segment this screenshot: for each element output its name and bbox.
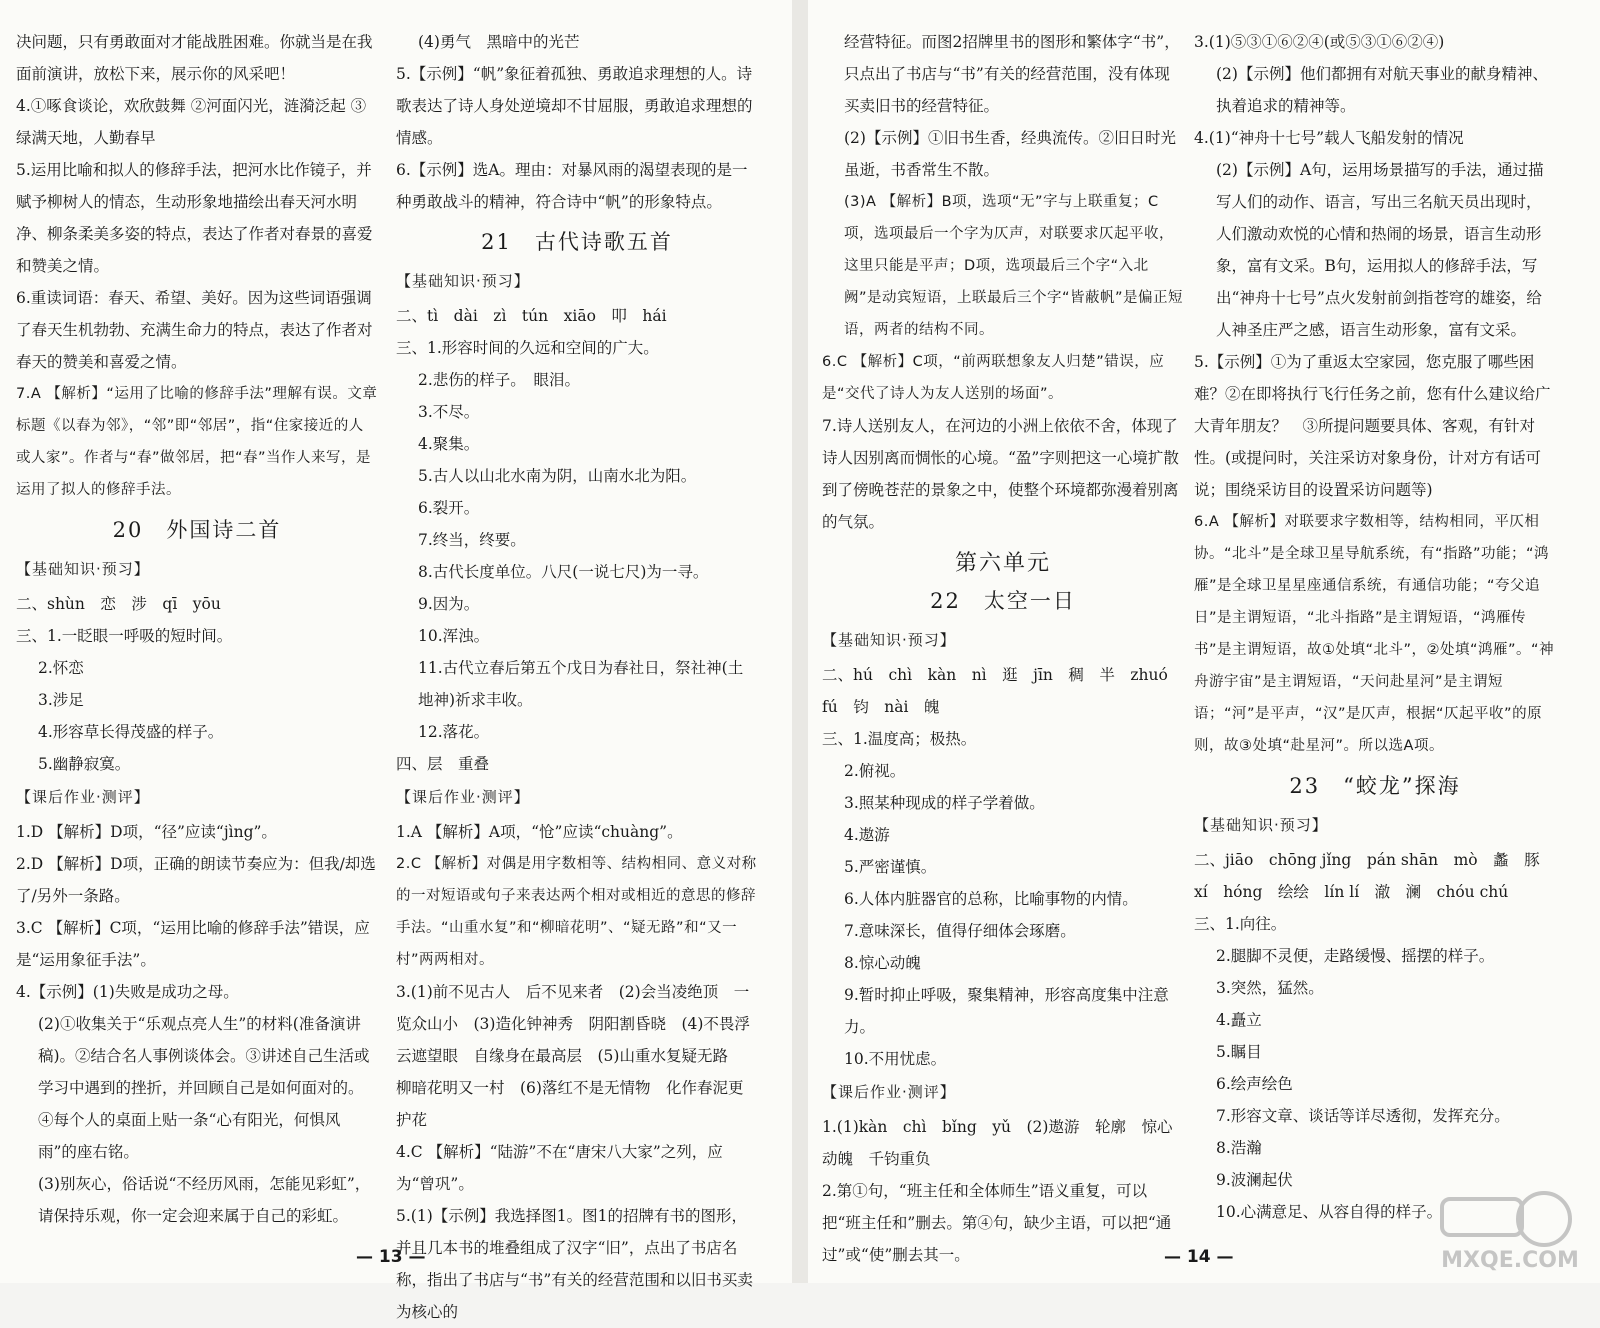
answer-paragraph: 三、1.一眨眼一呼吸的短时间。 xyxy=(16,627,233,645)
left-page xyxy=(0,0,792,1321)
answer-paragraph: 4.聚集。 xyxy=(418,435,480,453)
answer-paragraph: 2.怀恋 xyxy=(38,659,84,677)
answer-paragraph: 4.遨游 xyxy=(844,826,890,844)
svg-text:MXQE.COM: MXQE.COM xyxy=(1441,1248,1579,1273)
answer-paragraph: 5.【示例】“帆”象征着孤独、勇敢追求理想的人。诗歌表达了诗人身处逆境却不甘屈服，勇敢追求理想的情感。 xyxy=(396,65,753,147)
answer-paragraph: 三、1.温度高；极热。 xyxy=(822,730,977,748)
answer-paragraph: 4.【示例】(1)失败是成功之母。 xyxy=(16,983,239,1001)
answer-paragraph: 3.照某种现成的样子学着做。 xyxy=(844,794,1045,812)
answer-paragraph: 10.心满意足、从容自得的样子。 xyxy=(1216,1203,1443,1221)
answer-paragraph: 三、1.向往。 xyxy=(1194,915,1287,933)
answer-paragraph: 6.裂开。 xyxy=(418,499,480,517)
answer-paragraph: 4.形容草长得茂盛的样子。 xyxy=(38,723,224,741)
answer-paragraph: 2.C 【解析】对偶是用字数相等、结构相同、意义对称的一对短语或句子来表达两个相对或相近的意思的修辞手法。“山重水复”和“柳暗花明”、“疑无路”和“又一村”两两相对。 xyxy=(396,856,757,968)
answer-paragraph: 5.运用比喻和拟人的修辞手法，把河水比作镜子，并赋予柳树人的情态，生动形象地描绘出春天河水明净、柳条柔美多姿的特点，表达了作者对春景的喜爱和赞美之情。 xyxy=(16,161,373,275)
answer-paragraph: (2)【示例】他们都拥有对航天事业的献身精神、执着追求的精神等。 xyxy=(1216,65,1548,115)
answer-paragraph: 11.古代立春后第五个戊日为春社日，祭社神(土地神)祈求丰收。 xyxy=(418,659,744,709)
watermark-logo xyxy=(1424,1185,1594,1277)
answer-paragraph: 6.重读词语：春天、希望、美好。因为这些词语强调了春天生机勃勃、充满生命力的特点，表达了作者对春天的赞美和喜爱之情。 xyxy=(16,289,373,371)
answer-paragraph: 三、1.形容时间的久远和空间的广大。 xyxy=(396,339,659,357)
answer-paragraph: 3.(1)前不见古人 后不见来者 (2)会当凌绝顶 一览众山小 (3)造化钟神秀 阴阳割昏晓 (4)不畏浮云遮望眼 自缘身在最高层 (5)山重水复疑无路 柳暗花明又一村 (6)落红不是无情物 化作春泥更护花 xyxy=(396,983,750,1129)
answer-paragraph: (4)勇气 黑暗中的光芒 xyxy=(418,33,580,51)
answer-paragraph: 4.①啄食谈论，欢欣鼓舞 ②河面闪光，涟漪泛起 ③绿满天地，人勤春早 xyxy=(16,97,367,147)
answer-paragraph: 3.突然，猛然。 xyxy=(1216,979,1324,997)
section-heading: 【基础知识·预习】 xyxy=(1194,816,1328,834)
answer-paragraph: (3)别灰心，俗话说“不经历风雨，怎能见彩虹”，请保持乐观，你一定会迎来属于自己的彩虹。 xyxy=(38,1175,371,1225)
answer-paragraph: 7.A 【解析】“运用了比喻的修辞手法”理解有误。文章标题《以春为邻》，“邻”即“邻居”，指“住家接近的人或人家”。作者与“春”做邻居，把“春”当作人来写，是运用了拟人的修辞手法。 xyxy=(16,386,378,498)
answer-paragraph: 4.(1)“神舟十七号”载人飞船发射的情况 xyxy=(1194,129,1464,147)
section-heading: 【基础知识·预习】 xyxy=(16,560,150,578)
right-page-column-1 xyxy=(822,26,1184,1271)
lesson-title: 21 古代诗歌五首 xyxy=(481,230,673,254)
answer-paragraph: 3.C 【解析】C项，“运用比喻的修辞手法”错误，应是“运用象征手法”。 xyxy=(16,919,370,969)
answer-paragraph: 7.形容文章、谈话等详尽透彻，发挥充分。 xyxy=(1216,1107,1510,1125)
right-page xyxy=(808,0,1600,1283)
answer-paragraph: 5.(1)【示例】我选择图1。图1的招牌有书的图形，并且几本书的堆叠组成了汉字“旧”，点出了书店名称，指出了书店与“书”有关的经营范围和以旧书买卖为核心的 xyxy=(396,1207,753,1321)
answer-paragraph: 6.【示例】选A。理由：对暴风雨的渴望表现的是一种勇敢战斗的精神，符合诗中“帆”的形象特点。 xyxy=(396,161,748,211)
answer-paragraph: 1.D 【解析】D项，“径”应读“jìng”。 xyxy=(16,823,277,841)
page-number-left: — 13 — xyxy=(356,1247,426,1267)
answer-paragraph: 决问题，只有勇敢面对才能战胜困难。你就当是在我面前演讲，放松下来，展示你的风采吧！ xyxy=(16,33,373,83)
answer-paragraph: 9.因为。 xyxy=(418,595,480,613)
answer-paragraph: 4.C 【解析】“陆游”不在“唐宋八大家”之列，应为“曾巩”。 xyxy=(396,1143,723,1193)
lesson-title: 20 外国诗二首 xyxy=(112,518,282,542)
section-heading: 【课后作业·测评】 xyxy=(822,1083,956,1101)
left-page-column-2 xyxy=(396,26,758,1328)
answer-paragraph: 5.瞩目 xyxy=(1216,1043,1262,1061)
answer-paragraph: (2)【示例】①旧书生香，经典流传。②旧日时光虽逝，书香常生不散。 xyxy=(844,129,1176,179)
answer-paragraph: 1.(1)kàn chì bǐng yǔ (2)遨游 轮廓 惊心动魄 千钧重负 xyxy=(822,1118,1173,1168)
answer-paragraph: 7.诗人送别友人，在河边的小洲上依依不舍，体现了诗人因别离而惆怅的心境。“盈”字则把这一心境扩散到了傍晚苍茫的景象之中，使整个环境都弥漫着别离的气氛。 xyxy=(822,417,1179,531)
answer-paragraph: 二、hú chì kàn nì 逛 jīn 稠 半 zhuó fú 钧 nài 魄 xyxy=(822,666,1184,716)
answer-paragraph: 2.腿脚不灵便，走路缓慢、摇摆的样子。 xyxy=(1216,947,1495,965)
answer-paragraph: 4.矗立 xyxy=(1216,1011,1262,1029)
answer-paragraph: 3.涉足 xyxy=(38,691,84,709)
answer-paragraph: 3.不尽。 xyxy=(418,403,480,421)
page-number-right: — 14 — xyxy=(1164,1247,1234,1267)
answer-paragraph: 7.终当，终要。 xyxy=(418,531,526,549)
section-heading: 【基础知识·预习】 xyxy=(396,272,530,290)
answer-paragraph: 二、shùn 恋 涉 qī yōu xyxy=(16,595,221,613)
answer-paragraph: 5.严密谨慎。 xyxy=(844,858,937,876)
answer-paragraph: 5.【示例】①为了重返太空家园，您克服了哪些困难？②在即将执行飞行任务之前，您有什么建议给广大青年朋友？ ③所提问题要具体、客观，有针对性。(或提问时，关注采访对象身份，计对方有话可说；围绕采访目的设置采访问题等) xyxy=(1194,353,1551,499)
answer-paragraph: 8.浩瀚 xyxy=(1216,1139,1262,1157)
answer-paragraph: 7.意味深长，值得仔细体会琢磨。 xyxy=(844,922,1076,940)
answer-paragraph: 四、层 重叠 xyxy=(396,755,490,773)
answer-paragraph: 3.(1)⑤③①⑥②④(或⑤③①⑥②④) xyxy=(1194,33,1445,51)
section-heading: 【课后作业·测评】 xyxy=(16,788,150,806)
answer-paragraph: (2)【示例】A句，运用场景描写的手法，通过描写人们的动作、语言，写出三名航天员出现时，人们激动欢悦的心情和热闹的场景，语言生动形象，富有文采。B句，运用拟人的修辞手法，写出“神舟十七号”点火发射前剑指苍穹的雄姿，给人神圣庄严之感，语言生动形象，富有文采。 xyxy=(1216,161,1544,339)
answer-paragraph: 二、tì dài zì tún xiāo 叩 hái xyxy=(396,307,667,325)
answer-paragraph: 10.不用忧虑。 xyxy=(844,1050,947,1068)
answer-paragraph: 5.幽静寂寞。 xyxy=(38,755,131,773)
answer-paragraph: 2.悲伤的样子。 眼泪。 xyxy=(418,371,581,389)
answer-paragraph: 2.D 【解析】D项，正确的朗读节奏应为：但我/却选了/另外一条路。 xyxy=(16,855,376,905)
unit-title: 第六单元 xyxy=(954,551,1051,576)
answer-paragraph: 二、jiāo chōng jǐng pán shān mò 蠡 豚 xí hóng 绘绘 lín lí 澈 澜 chóu chú xyxy=(1194,851,1556,901)
section-heading: 【课后作业·测评】 xyxy=(396,788,530,806)
answer-paragraph: 10.浑浊。 xyxy=(418,627,490,645)
answer-paragraph: 9.暂时抑止呼吸，聚集精神，形容高度集中注意力。 xyxy=(844,986,1169,1036)
answer-paragraph: 12.落花。 xyxy=(418,723,490,741)
answer-paragraph: 9.波澜起伏 xyxy=(1216,1171,1293,1189)
answer-paragraph: 2.第①句，“班主任和全体师生”语义重复，可以把“班主任和”删去。第④句，缺少主语，可以把“通过”或“使”删去其一。 xyxy=(822,1182,1172,1264)
right-page-column-2 xyxy=(1194,26,1556,1228)
answer-paragraph: (2)①收集关于“乐观点亮人生”的材料(准备演讲稿)。②结合名人事例谈体会。③讲述自己生活或学习中遇到的挫折，并回顾自己是如何面对的。④每个人的桌面上贴一条“心有阳光，何惧风雨”的座右铭。 xyxy=(38,1015,370,1161)
lesson-title: 23 “蛟龙”探海 xyxy=(1289,774,1461,798)
answer-paragraph: 6.绘声绘色 xyxy=(1216,1075,1293,1093)
answer-paragraph: 2.俯视。 xyxy=(844,762,906,780)
answer-paragraph: (3)A 【解析】B项，选项“无”字与上联重复；C项，选项最后一个字为仄声，对联要求仄起平收，这里只能是平声；D项，选项最后三个字“入北阙”是动宾短语，上联最后三个字“皆蔽帆”是偏正短语，两者的结构不同。 xyxy=(844,194,1184,338)
page-gutter xyxy=(792,0,808,1283)
answer-paragraph: 6.A 【解析】对联要求字数相等，结构相同，平仄相协。“北斗”是全球卫星导航系统，有“指路”功能；“鸿雁”是全球卫星星座通信系统，有通信功能；“夸父追日”是主谓短语，“北斗指路”是主谓短语，“鸿雁传书”是主谓短语，故①处填“北斗”，②处填“鸿雁”。“神舟游宇宙”是主谓短语，“天问赴星河”是主谓短语；“河”是平声，“汉”是仄声，根据“仄起平收”的原则，故③处填“赴星河”。所以选A项。 xyxy=(1194,514,1555,754)
left-page-column-1 xyxy=(16,26,378,1232)
answer-paragraph: 8.惊心动魄 xyxy=(844,954,921,972)
answer-paragraph: 8.古代长度单位。八尺(一说七尺)为一寻。 xyxy=(418,563,709,581)
lesson-title: 22 太空一日 xyxy=(930,589,1076,613)
section-heading: 【基础知识·预习】 xyxy=(822,631,956,649)
answer-paragraph: 1.A 【解析】A项，“怆”应读“chuàng”。 xyxy=(396,823,683,841)
answer-paragraph: 6.C 【解析】C项，“前两联想象友人归楚”错误，应是“交代了诗人为友人送别的场面”。 xyxy=(822,354,1165,402)
answer-paragraph: 6.人体内脏器官的总称，比喻事物的内情。 xyxy=(844,890,1138,908)
answer-paragraph: 经营特征。而图2招牌里书的图形和繁体字“书”，只点出了书店与“书”有关的经营范围，没有体现买卖旧书的经营特征。 xyxy=(844,33,1180,115)
answer-paragraph: 5.古人以山北水南为阴，山南水北为阳。 xyxy=(418,467,697,485)
